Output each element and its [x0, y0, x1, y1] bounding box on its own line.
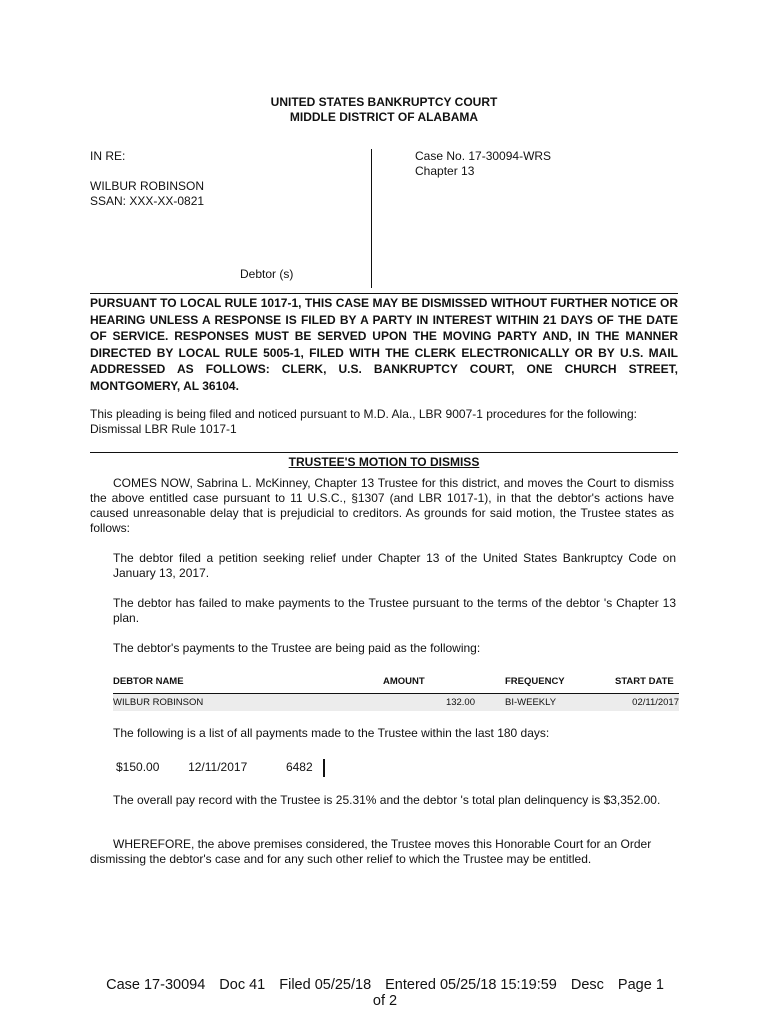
payments-intro-paragraph: The debtor's payments to the Trustee are being paid as the following:: [113, 641, 481, 655]
divider-line: [90, 452, 678, 453]
footer-entered: Entered 05/25/18 15:19:59: [385, 977, 557, 993]
failed-payments-paragraph: The debtor has failed to make payments to the Trustee pursuant to the terms of the debtor 's Chapter 13 plan.: [113, 596, 676, 625]
motion-title: TRUSTEE'S MOTION TO DISMISS: [288, 455, 480, 469]
table-header-row: [113, 669, 679, 694]
cell-start-date: 02/11/2017: [615, 694, 679, 712]
payment-entry: [116, 759, 325, 777]
court-heading: [0, 95, 768, 125]
pay-record-summary: The overall pay record with the Trustee is 25.31% and the debtor 's total plan delinquency is $3,352.00.: [113, 793, 661, 807]
header-amount: AMOUNT: [383, 669, 475, 694]
header-start-date: START DATE: [615, 669, 679, 694]
footer-doc: Doc 41: [219, 977, 266, 993]
wherefore-paragraph: WHEREFORE, the above premises considered, the Trustee moves this Honorable Court for an Order dismissing the debtor's case and for any such other relief to which the Trustee may be entitled.: [90, 837, 652, 866]
caption-divider: [371, 149, 372, 288]
caption-right: [415, 149, 551, 179]
petition-paragraph: The debtor filed a petition seeking relief under Chapter 13 of the United States Bankruptcy Code on January 13, 2017.: [113, 551, 676, 580]
footer-case: Case 17-30094: [106, 977, 206, 993]
court-name: UNITED STATES BANKRUPTCY COURT: [270, 95, 498, 109]
pleading-statement: [90, 407, 680, 437]
pleading-line-1: This pleading is being filed and noticed pursuant to M.D. Ala., LBR 9007-1 procedures for the following:: [90, 407, 637, 421]
footer-page-of: of 2: [372, 993, 398, 1009]
cell-amount: 132.00: [383, 694, 475, 712]
text-cursor-mark: [323, 759, 325, 777]
caption-left: [90, 149, 204, 209]
footer-filed: Filed 05/25/18: [279, 977, 372, 993]
debtor-ssan: SSAN: XXX-XX-0821: [90, 194, 205, 208]
payments-list-intro: The following is a list of all payments made to the Trustee within the last 180 days:: [113, 726, 550, 740]
in-re-label: IN RE:: [90, 149, 126, 163]
chapter-label: Chapter 13: [415, 164, 475, 178]
dismissal-notice: PURSUANT TO LOCAL RULE 1017-1, THIS CASE MAY BE DISMISSED WITHOUT FURTHER NOTICE OR HEARING UNLESS A RESPONSE IS FILED BY A PARTY IN INTEREST WITHIN 21 DAYS OF THE DATE OF SERVICE. RESPONSES MUST BE SERVED UPON THE MOVING PARTY AND, IN THE MANNER DIRECTED BY LOCAL RULE 5005-1, FILED WITH THE CLERK ELECTRONICALLY OR BY U.S. MAIL ADDRESSED AS FOLLOWS: CLERK, U.S. BANKRUPTCY COURT, ONE CHURCH STREET, MONTGOMERY, AL 36104.: [90, 296, 678, 393]
payment-reference: 6482: [285, 760, 313, 775]
debtor-label: Debtor (s): [240, 267, 294, 281]
pleading-line-2: Dismissal LBR Rule 1017-1: [90, 422, 237, 436]
footer-page: Page 1: [617, 977, 664, 993]
payment-date: 12/11/2017: [188, 760, 248, 775]
header-frequency: FREQUENCY: [475, 669, 615, 694]
header-debtor-name: DEBTOR NAME: [113, 669, 383, 694]
case-number: Case No. 17-30094-WRS: [415, 149, 552, 163]
debtor-name: WILBUR ROBINSON: [90, 179, 205, 193]
cell-frequency: BI-WEEKLY: [475, 694, 615, 712]
court-district: MIDDLE DISTRICT OF ALABAMA: [289, 110, 479, 124]
divider-line: [90, 293, 678, 294]
footer-desc: Desc: [570, 977, 604, 993]
payment-amount: $150.00: [116, 760, 160, 775]
table-row: [113, 694, 679, 712]
page-footer: [80, 977, 690, 1009]
payment-schedule-table: [113, 669, 679, 711]
intro-paragraph: COMES NOW, Sabrina L. McKinney, Chapter 13 Trustee for this district, and moves the Court to dismiss the above entitled case pursuant to 11 U.S.C., §1307 (and LBR 1017-1), in that the debtor's actions have caused unreasonable delay that is prejudicial to creditors. As grounds for said motion, the Trustee states as follows:: [90, 476, 674, 535]
cell-debtor-name: WILBUR ROBINSON: [113, 694, 383, 712]
